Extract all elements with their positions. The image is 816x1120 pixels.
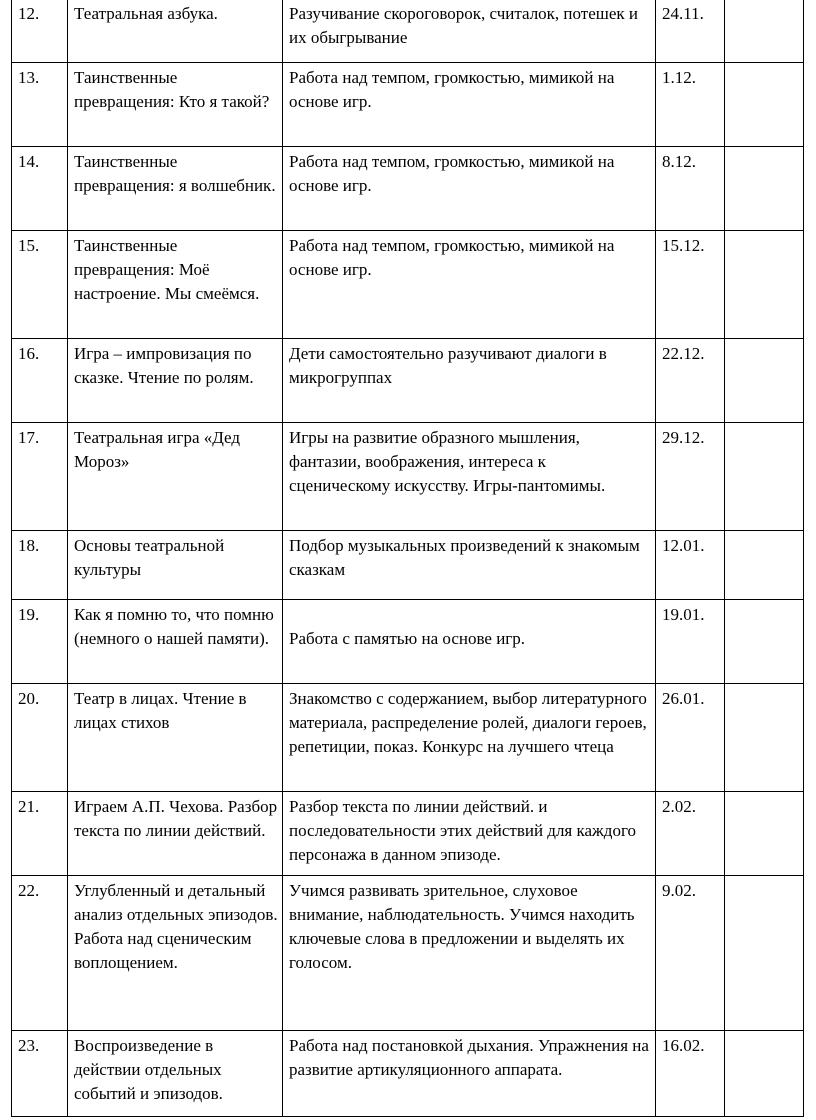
lesson-note — [725, 684, 804, 792]
table-row — [12, 231, 804, 339]
lesson-note — [725, 147, 804, 231]
lesson-content: Подбор музыкальных произведений к знакомым сказкам — [283, 531, 656, 600]
lesson-content: Работа над постановкой дыхания. Упражнения на развитие артикуляционного аппарата. — [283, 1031, 656, 1117]
lesson-content: Дети самостоятельно разучивают диалоги в микрогруппах — [283, 339, 656, 423]
lesson-date: 16.02. — [656, 1031, 725, 1117]
lesson-date: 29.12. — [656, 423, 725, 531]
lesson-topic: Углубленный и детальный анализ отдельных эпизодов. Работа над сценическим воплощением. — [68, 876, 283, 1031]
lesson-content: Разбор текста по линии действий. и последовательности этих действий для каждого персонажа в данном эпизоде. — [283, 792, 656, 876]
lesson-topic: Таинственные превращения: я волшебник. — [68, 147, 283, 231]
lesson-date: 2.02. — [656, 792, 725, 876]
lesson-note — [725, 339, 804, 423]
lesson-topic: Таинственные превращения: Кто я такой? — [68, 63, 283, 147]
lesson-content: Разучивание скороговорок, считалок, потешек и их обыгрывание — [283, 0, 656, 63]
table-row — [12, 339, 804, 423]
lesson-number: 15. — [12, 231, 68, 339]
lesson-topic: Основы театральной культуры — [68, 531, 283, 600]
lesson-number: 23. — [12, 1031, 68, 1117]
lesson-content: Работа над темпом, громкостью, мимикой на основе игр. — [283, 63, 656, 147]
lesson-topic: Как я помню то, что помню (немного о нашей памяти). — [68, 600, 283, 684]
lesson-content: Игры на развитие образного мышления, фантазии, воображения, интереса к сценическому искусству. Игры-пантомимы. — [283, 423, 656, 531]
lesson-topic: Играем А.П. Чехова. Разбор текста по линии действий. — [68, 792, 283, 876]
lesson-topic: Театральная игра «Дед Мороз» — [68, 423, 283, 531]
lesson-content: Работа над темпом, громкостью, мимикой на основе игр. — [283, 147, 656, 231]
lesson-number: 19. — [12, 600, 68, 684]
table-row — [12, 684, 804, 792]
lesson-date: 22.12. — [656, 339, 725, 423]
lesson-note — [725, 876, 804, 1031]
lesson-note — [725, 63, 804, 147]
lesson-number: 18. — [12, 531, 68, 600]
table-row — [12, 147, 804, 231]
lesson-note — [725, 423, 804, 531]
table-row — [12, 1031, 804, 1117]
lesson-number: 20. — [12, 684, 68, 792]
lesson-topic: Театр в лицах. Чтение в лицах стихов — [68, 684, 283, 792]
table-row — [12, 63, 804, 147]
lesson-date: 15.12. — [656, 231, 725, 339]
lesson-number: 12. — [12, 0, 68, 63]
lesson-date: 8.12. — [656, 147, 725, 231]
lesson-note — [725, 231, 804, 339]
lesson-note — [725, 1031, 804, 1117]
lesson-topic: Игра – импровизация по сказке. Чтение по ролям. — [68, 339, 283, 423]
lesson-note — [725, 600, 804, 684]
lesson-content: Учимся развивать зрительное, слуховое внимание, наблюдательность. Учимся находить ключевые слова в предложении и выделять их голосом. — [283, 876, 656, 1031]
table-row — [12, 531, 804, 600]
lesson-plan-table — [11, 0, 804, 1117]
lesson-date: 12.01. — [656, 531, 725, 600]
lesson-number: 17. — [12, 423, 68, 531]
lesson-content: Работа с памятью на основе игр. — [289, 629, 526, 648]
lesson-number: 22. — [12, 876, 68, 1031]
lesson-note — [725, 531, 804, 600]
lesson-topic: Театральная азбука. — [68, 0, 283, 63]
lesson-topic: Таинственные превращения: Моё настроение. Мы смеёмся. — [68, 231, 283, 339]
lesson-date: 26.01. — [656, 684, 725, 792]
lesson-date: 9.02. — [656, 876, 725, 1031]
table-row — [12, 600, 804, 684]
lesson-date: 1.12. — [656, 63, 725, 147]
lesson-date: 19.01. — [656, 600, 725, 684]
lesson-number: 16. — [12, 339, 68, 423]
lesson-number: 21. — [12, 792, 68, 876]
table-row — [12, 792, 804, 876]
lesson-date: 24.11. — [656, 0, 725, 63]
lesson-number: 14. — [12, 147, 68, 231]
lesson-note — [725, 0, 804, 63]
lesson-content: Знакомство с содержанием, выбор литературного материала, распределение ролей, диалоги героев, репетиции, показ. Конкурс на лучшего чтеца — [283, 684, 656, 792]
table-row — [12, 0, 804, 63]
lesson-content: Работа над темпом, громкостью, мимикой на основе игр. — [283, 231, 656, 339]
lesson-number: 13. — [12, 63, 68, 147]
lesson-topic: Воспроизведение в действии отдельных событий и эпизодов. — [68, 1031, 283, 1117]
table-row — [12, 876, 804, 1031]
table-row — [12, 423, 804, 531]
lesson-content-cell — [283, 600, 656, 684]
lesson-note — [725, 792, 804, 876]
